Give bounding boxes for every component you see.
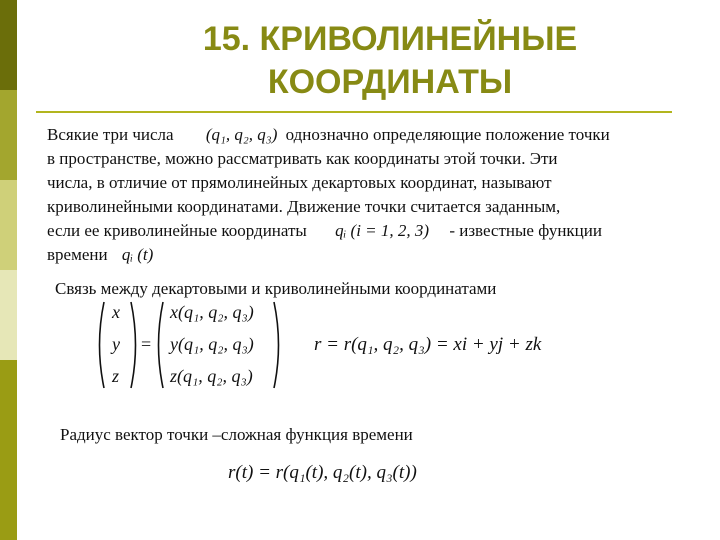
formula-triple: (q₁, q₂, q₃) — [205, 125, 278, 144]
paragraph-line-6 — [47, 243, 153, 267]
sidebar-band-5 — [0, 360, 17, 540]
matrix-left-y: y — [112, 334, 120, 354]
section-heading-radius: Радиус вектор точки –сложная функция времени — [60, 425, 413, 444]
title-line-2: КООРДИНАТЫ — [267, 63, 513, 101]
formula-time-fn: qᵢ (t) — [121, 245, 154, 264]
vector-equation: r = r(q₁, q₂, q₃) = xi + yj + zk — [314, 334, 542, 355]
sidebar-band-2 — [0, 90, 17, 180]
section-heading-relation: Связь между декартовыми и криволинейными координатами — [55, 279, 497, 298]
matrix-right-y: y(q₁, q₂, q₃) — [170, 334, 254, 354]
sidebar-band-1 — [0, 0, 17, 90]
paragraph-line-5-before: если ее криволинейные координаты — [47, 221, 307, 240]
paragraph-line-1-before: Всякие три числа — [47, 125, 174, 144]
paragraph-line-5 — [47, 219, 602, 243]
paragraph-line-4: криволинейными координатами. Движение точки считается заданным, — [47, 197, 561, 216]
paragraph-line-5-after: - известные функции — [449, 221, 602, 240]
formula-index-set: qᵢ (i = 1, 2, 3) — [335, 221, 430, 240]
sidebar-band-4 — [0, 270, 17, 360]
time-equation: r(t) = r(q₁(t), q₂(t), q₃(t)) — [228, 462, 417, 483]
matrix-left-x: x — [112, 302, 120, 322]
paragraph-line-3: числа, в отличие от прямолинейных декартовых координат, называют — [47, 173, 552, 192]
matrix-left-z: z — [112, 366, 120, 386]
title-underline — [36, 111, 672, 113]
title-line-1: 15. КРИВОЛИНЕЙНЫЕ — [202, 20, 578, 58]
page-title — [60, 18, 720, 104]
paragraph-line-1 — [47, 123, 610, 147]
paragraph-line-6-text: времени — [47, 245, 108, 264]
matrix-equals: = — [141, 334, 152, 354]
matrix-right-z: z(q₁, q₂, q₃) — [170, 366, 253, 386]
sidebar-band-3 — [0, 180, 17, 270]
paragraph-line-2: в пространстве, можно рассматривать как координаты этой точки. Эти — [47, 149, 558, 168]
paragraph-line-1-after: однозначно определяющие положение точки — [285, 125, 610, 144]
matrix-right-x: x(q₁, q₂, q₃) — [170, 302, 254, 322]
